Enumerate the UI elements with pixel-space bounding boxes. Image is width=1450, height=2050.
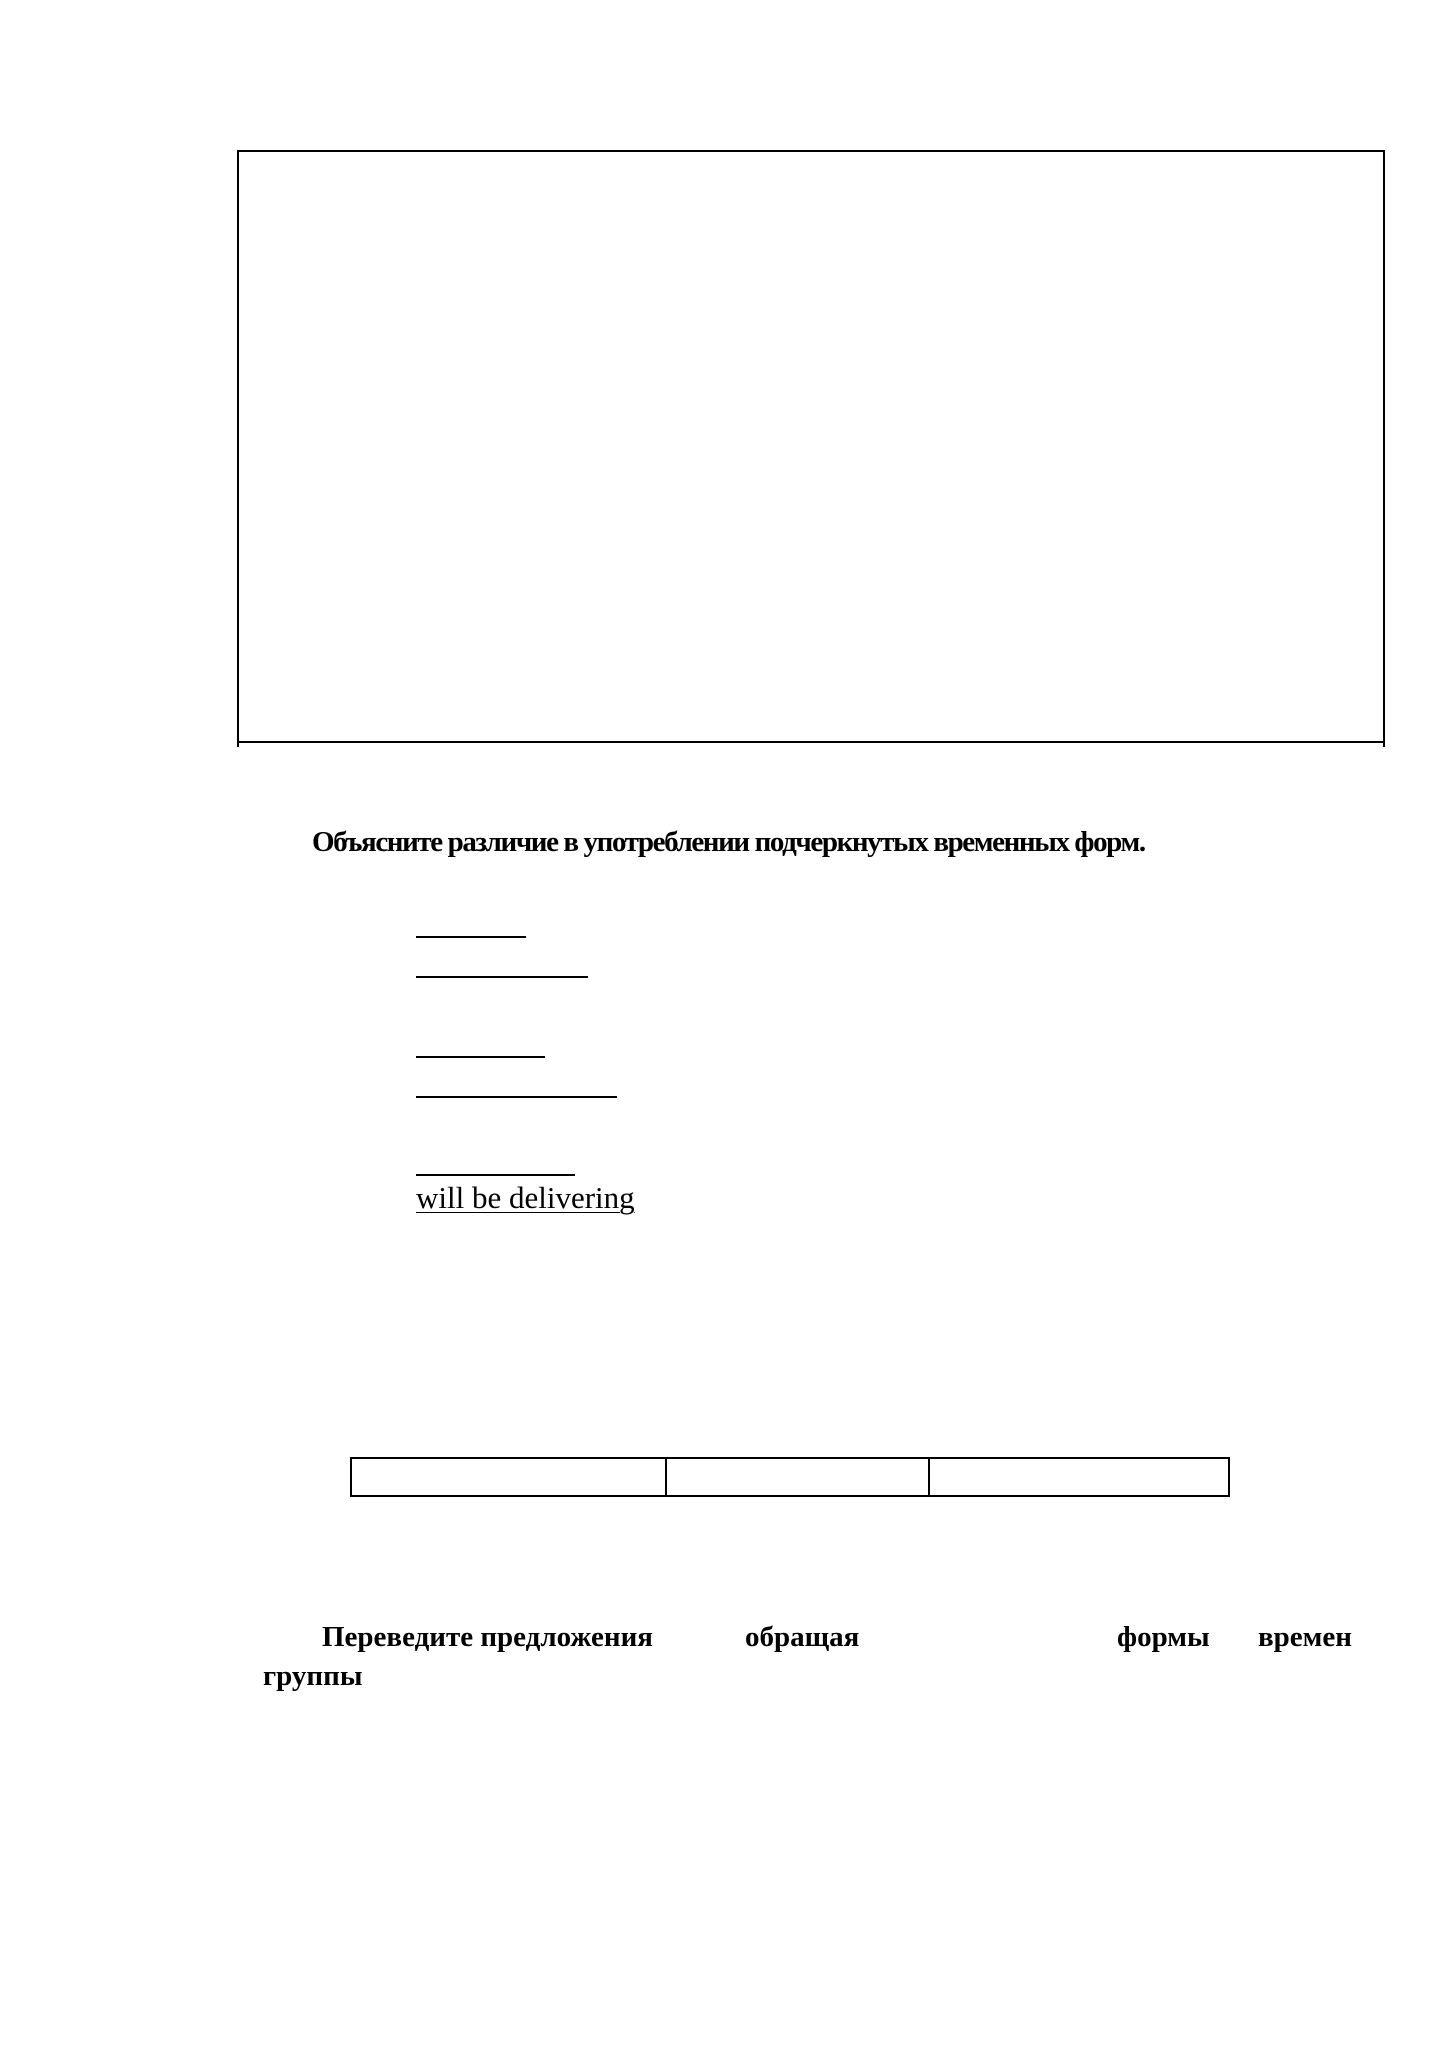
underline-blank-5 xyxy=(416,1174,575,1176)
frame-corner-tick xyxy=(237,741,239,747)
empty-table xyxy=(350,1457,1230,1497)
underlined-verb-form: will be delivering xyxy=(416,1180,635,1215)
table-cell xyxy=(929,1458,1229,1496)
exercise-heading: Объясните различие в употреблении подчеркнутых временных форм. xyxy=(312,826,1145,858)
underline-blank-2 xyxy=(416,976,588,978)
empty-frame-box xyxy=(237,150,1385,743)
underline-blank-4 xyxy=(416,1096,617,1098)
underline-blank-3 xyxy=(416,1056,545,1058)
instruction-text-part2: обращая xyxy=(745,1621,860,1653)
instruction-text-part1: Переведите предложения xyxy=(322,1621,653,1653)
table-cell xyxy=(351,1458,666,1496)
instruction-text-part4: времен xyxy=(1258,1621,1352,1653)
underline-blank-1 xyxy=(416,936,526,938)
instruction-text-part3: формы xyxy=(1117,1621,1210,1653)
table-row xyxy=(351,1458,1229,1496)
table-cell xyxy=(666,1458,929,1496)
instruction-text-line2: группы xyxy=(263,1660,363,1692)
frame-corner-tick xyxy=(1383,741,1385,747)
